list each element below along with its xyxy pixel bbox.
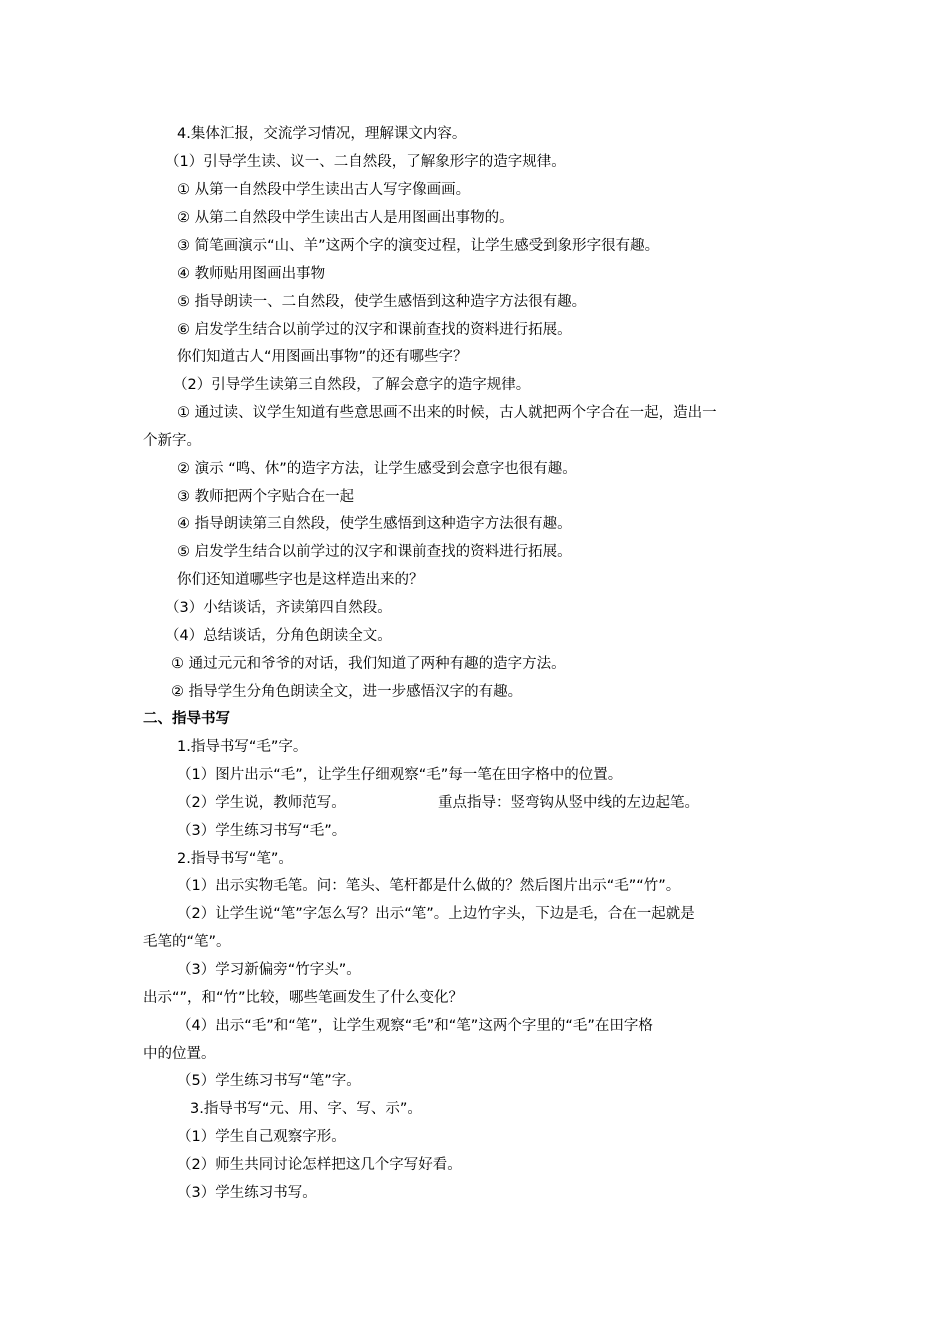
text-line: 出示“”，和“竹”比较，哪些笔画发生了什么变化？ (143, 990, 464, 1006)
text-line: ③ 教师把两个字贴合在一起 (177, 489, 355, 505)
text-line: ⑤ 指导朗读一、二自然段，使学生感悟到这种造字方法很有趣。 (177, 294, 587, 310)
text-line: 你们知道古人“用图画出事物”的还有哪些字？ (177, 349, 468, 365)
text-line: （3）学习新偏旁“竹字头”。 (177, 962, 361, 978)
text-line: 毛笔的“笔”。 (143, 934, 231, 950)
text-line: ② 指导学生分角色朗读全文，进一步感悟汉字的有趣。 (171, 684, 523, 700)
text-line: （2）师生共同讨论怎样把这几个字写好看。 (177, 1157, 462, 1173)
text-line: （3）学生练习书写“毛”。 (177, 823, 347, 839)
text-line: 你们还知道哪些字也是这样造出来的？ (177, 572, 424, 588)
text-line: （2）引导学生读第三自然段，了解会意字的造字规律。 (173, 377, 531, 393)
text-line: ⑤ 启发学生结合以前学过的汉字和课前查找的资料进行拓展。 (177, 544, 572, 560)
text-line: ① 通过读、议学生知道有些意思画不出来的时候，古人就把两个字合在一起，造出一 (177, 405, 717, 421)
text-line: ④ 教师贴用图画出事物 (177, 266, 326, 282)
text-line: 4.集体汇报，交流学习情况，理解课文内容。 (177, 126, 467, 142)
text-line: （1）图片出示“毛”，让学生仔细观察“毛”每一笔在田字格中的位置。 (177, 767, 623, 783)
text-line: 2.指导书写“笔”。 (177, 851, 293, 867)
text-line: ③ 简笔画演示“山、羊”这两个字的演变过程，让学生感受到象形字很有趣。 (177, 238, 660, 254)
text-line: （5）学生练习书写“笔”字。 (177, 1073, 361, 1089)
text-line: （2）让学生说“笔”字怎么写？出示“笔”。上边竹字头，下边是毛，合在一起就是 (177, 906, 695, 922)
text-line: （1）出示实物毛笔。问：笔头、笔杆都是什么做的？然后图片出示“毛”“竹”。 (177, 878, 681, 894)
text-line: （1）学生自己观察字形。 (177, 1129, 346, 1145)
text-line: ① 通过元元和爷爷的对话，我们知道了两种有趣的造字方法。 (171, 656, 566, 672)
text-line: ④ 指导朗读第三自然段，使学生感悟到这种造字方法很有趣。 (177, 516, 572, 532)
text-line: （4）出示“毛”和“笔”，让学生观察“毛”和“笔”这两个字里的“毛”在田字格 (177, 1018, 653, 1034)
text-line: 重点指导：竖弯钩从竖中线的左边起笔。 (438, 795, 699, 811)
text-line: 1.指导书写“毛”字。 (177, 739, 308, 755)
text-line: 个新字。 (143, 433, 201, 449)
text-line: ② 从第二自然段中学生读出古人是用图画出事物的。 (177, 210, 514, 226)
text-line: 中的位置。 (143, 1046, 216, 1062)
text-line: （2）学生说，教师范写。 (177, 795, 346, 811)
text-line: ⑥ 启发学生结合以前学过的汉字和课前查找的资料进行拓展。 (177, 322, 572, 338)
text-line: （1）引导学生读、议一、二自然段，了解象形字的造字规律。 (165, 154, 566, 170)
text-line: ① 从第一自然段中学生读出古人写字像画画。 (177, 182, 471, 198)
text-line: 3.指导书写“元、用、字、写、示”。 (190, 1101, 422, 1117)
text-line: （3）学生练习书写。 (177, 1185, 317, 1201)
text-line: （4）总结谈话，分角色朗读全文。 (165, 628, 392, 644)
text-line: （3）小结谈话，齐读第四自然段。 (165, 600, 392, 616)
text-line: ② 演示 “鸣、休”的造字方法，让学生感受到会意字也很有趣。 (177, 461, 577, 477)
section-heading: 二、指导书写 (143, 711, 230, 727)
